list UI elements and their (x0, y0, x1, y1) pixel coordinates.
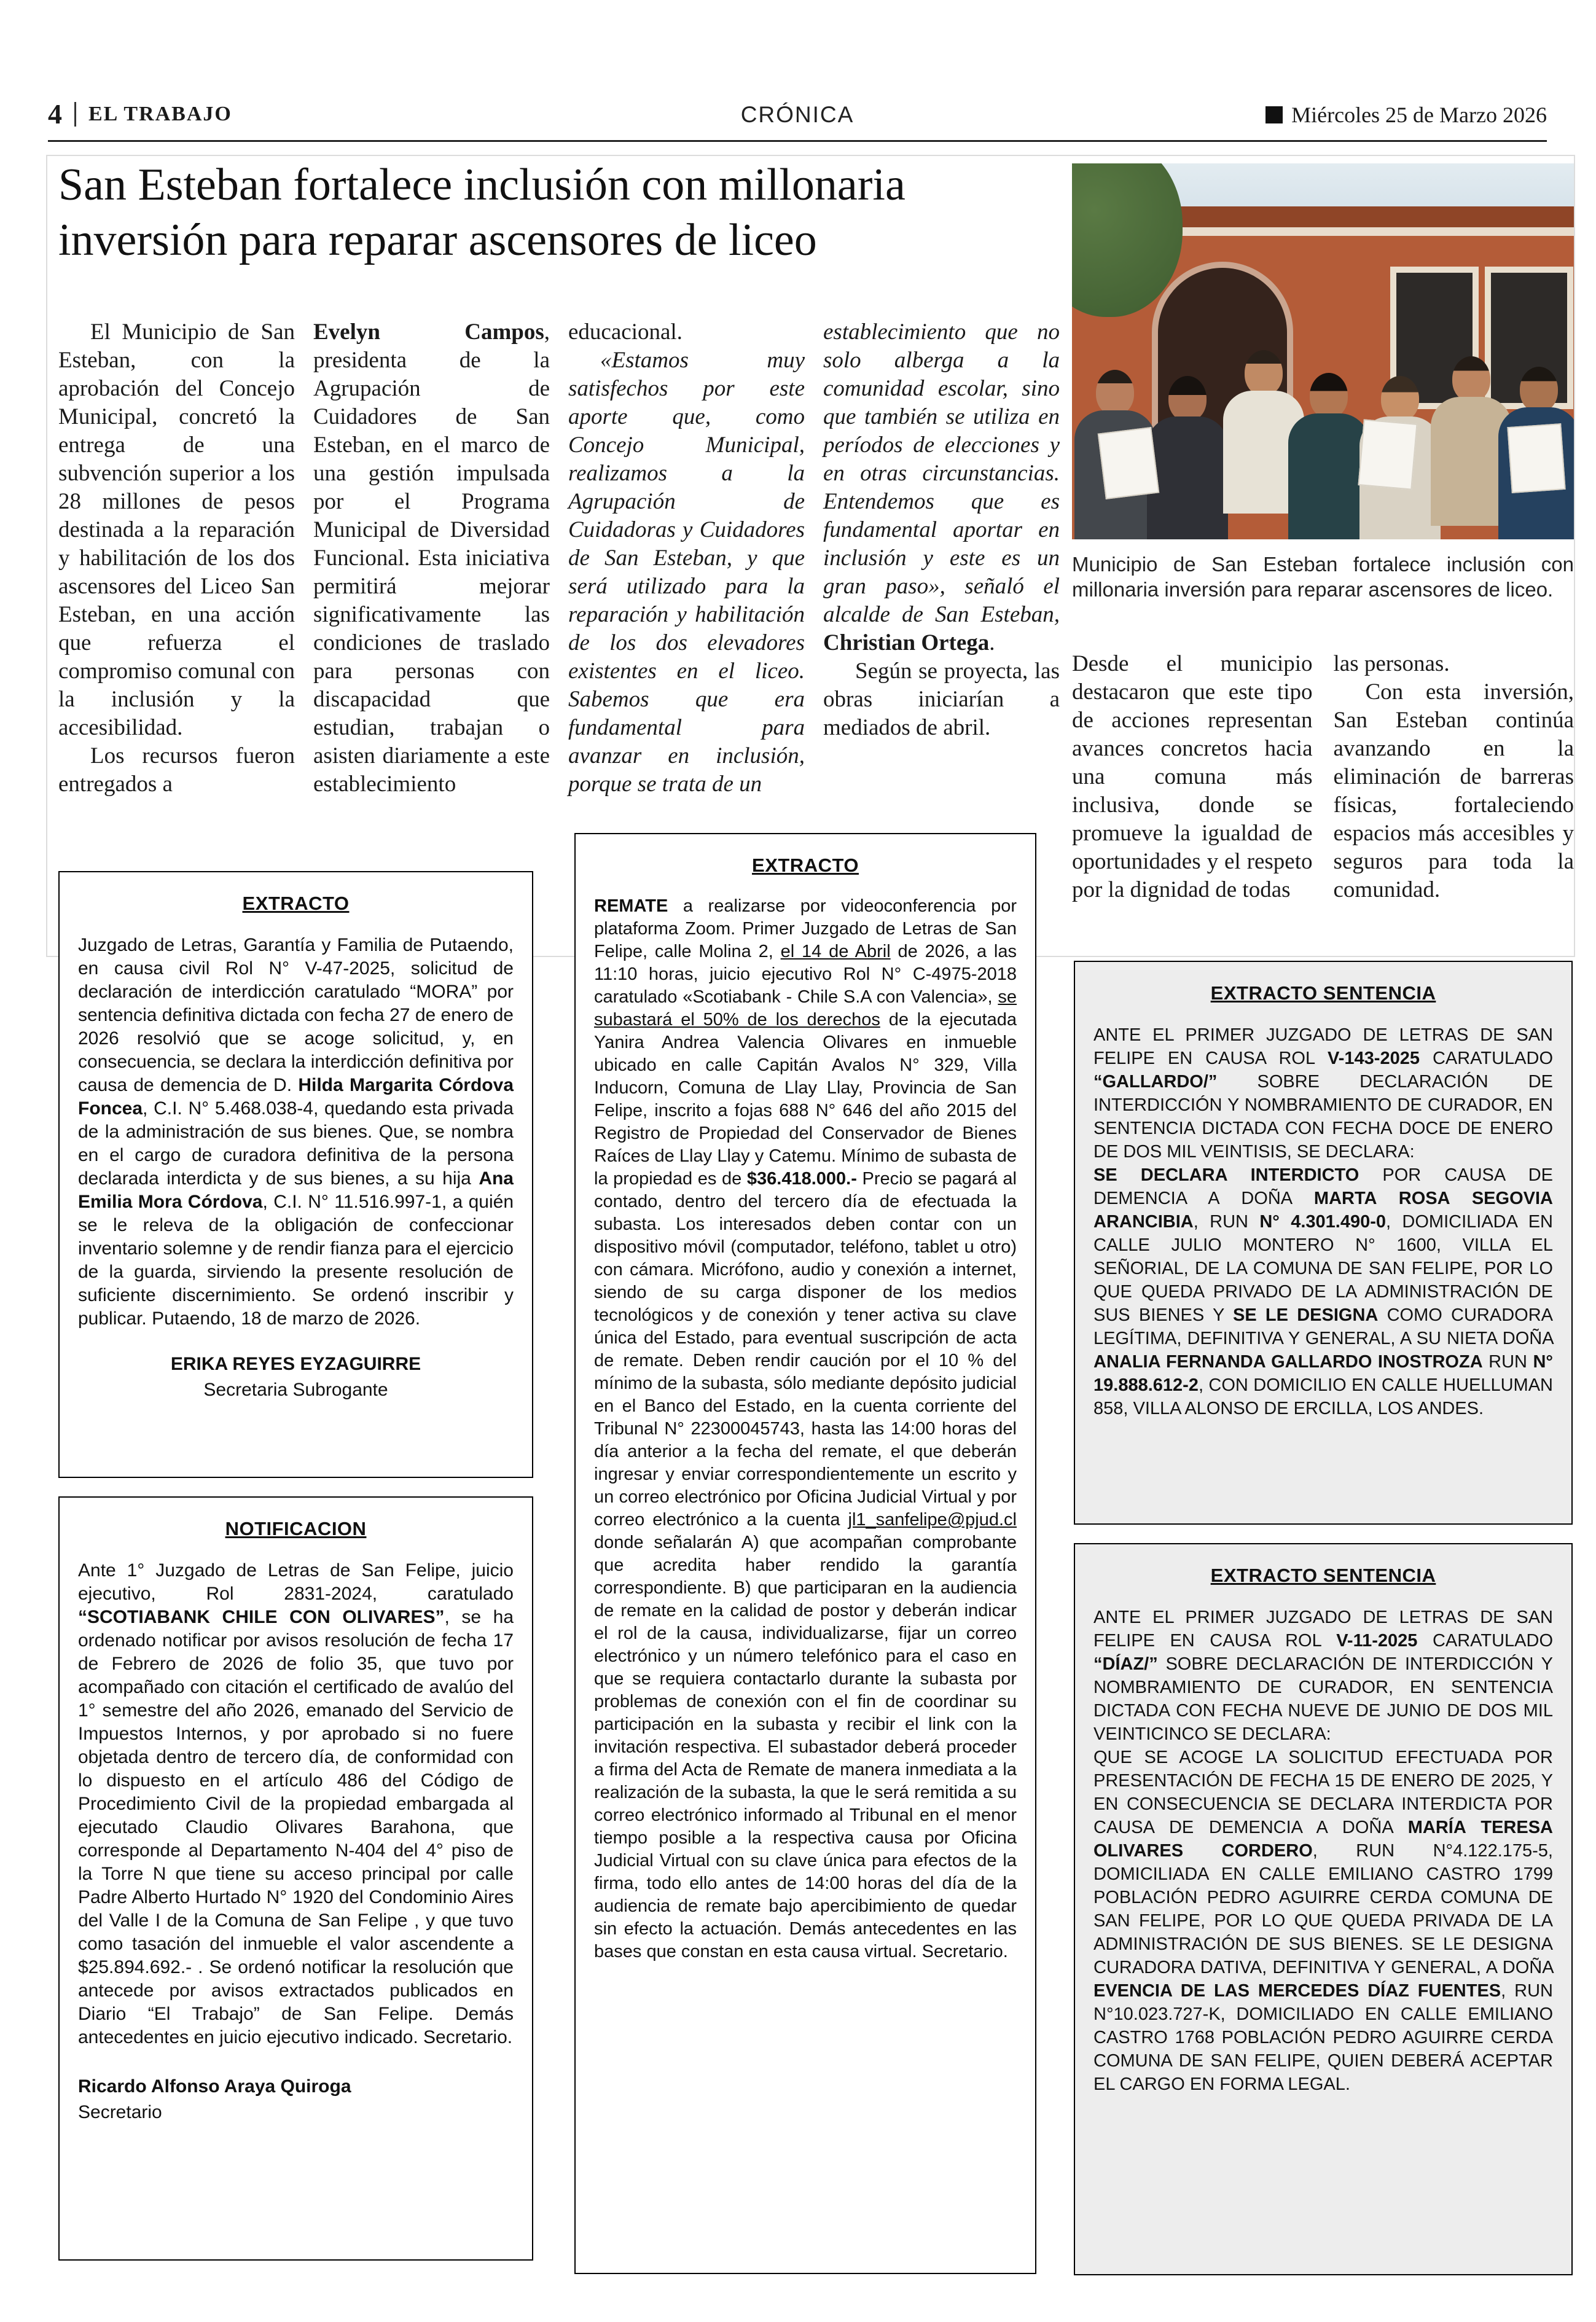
masthead-left (48, 98, 232, 130)
signature-name: ERIKA REYES EYZAGUIRRE (170, 1354, 421, 1374)
article-paragraph: «Estamos muy satisfechos por este aporte que, como Concejo Municipal, realizamos a la Agrupación de Cuidadoras y Cuidadores de San Esteban, y que será utilizado para la reparación y habilitación de los dos elevadores existentes en el liceo. Sabemos que era fundamental para avanzar en inclusión, porque se trata de un (568, 348, 805, 797)
legal-notice-extracto-putaendo (58, 871, 533, 1478)
article-subcolumn-2 (1334, 650, 1574, 904)
legal-notice-body: Juzgado de Letras, Garantía y Familia de Putaendo, en causa civil Rol N° V-47-2025, solicitud de declaración de interdicción caratulado “MORA” por sentencia definitiva dictada con fecha 27 de enero de 2026 resolvió que se acoge solicitud, y, en consecuencia, se declara la interdicción definitiva por causa de demencia de D. Hilda Margarita Córdova Foncea, C.I. N° 5.468.038-4, quedando esta privada de la administración de sus bienes. Que, se nombra en el cargo de curadora definitiva de la persona declarada interdicta y de sus bienes, a su hija Ana Emilia Mora Córdova, C.I. N° 11.516.997-1, a quién se le releva de la obligación de confeccionar inventario solemne y de rendir fianza para el ejercicio de la guarda, sirviendo la presente resolución de suficiente discernimiento. Se ordenó inscribir y publicar. Putaendo, 18 de marzo de 2026. (78, 935, 514, 1329)
photo-document (1358, 419, 1417, 490)
legal-notice-notificacion (58, 1496, 533, 2261)
legal-notice-body: REMATE a realizarse por videoconferencia por plataforma Zoom. Primer Juzgado de Letras de San Felipe, calle Molina 2, el 14 de Abril de 2026, a las 11:10 horas, juicio ejecutivo Rol N° C-4975-2018 caratulado «Scotiabank - Chile S.A con Valencia», se subastará el 50% de los derechos de la ejecutada Yanira Andrea Valencia Olivares en inmueble ubicado en calle Capitán Avalos N° 329, Villa Inducorn, Comuna de Llay Llay, Provincia de San Felipe, inscrito a fojas 688 N° 646 del año 2015 del Registro de Propiedad del Conservador de Bienes Raíces de Llay Llay y Catemu. Mínimo de subasta de la propiedad es de $36.418.000.- Precio se pagará al contado, dentro del tercero día de efectuada la subasta. Los interesados deben contar con un dispositivo móvil (computador, teléfono, tablet u otro) con cámara. Micrófono, audio y conexión a internet, siendo de su carga disponer de los medios tecnológicos y de conexión y tener activa su clave única del Estado, para eventual suscripción de acta de remate. Deben rendir caución por el 10 % del mínimo de la subasta, sólo mediante depósito judicial en el Banco del Estado, en la cuenta corriente del Tribunal N° 22300045743, hasta las 14:00 horas del día anterior a la fecha del remate, el que deberán ingresar y enviar correspondientemente un escrito y un correo electrónico por Oficina Judicial Virtual y por correo electrónico a la cuenta jl1_sanfelipe@pjud.cl donde señalarán A) que acompañan comprobante que acredita haber rendido la garantía correspondiente. B) que participaran en la audiencia de remate en la calidad de postor y deberán indicar el rol de la causa, individualizarse, fijar un correo electrónico y un número telefónico para el caso en que se requiera contactarlo durante la subasta por problemas de conexión con el fin de coordinar su participación en la subasta y recibir el link con la invitación respectiva. El subastador deberá proceder a firma del Acta de Remate de manera inmediata a la realización de la subasta, la que le será remitida a su correo electrónico informado al Tribunal en el menor tiempo posible a la respectiva causa por Oficina Judicial Virtual con su clave única para efectos de la firma, todo ello antes de 14:00 horas del día de la audiencia de remate bajo apercibimiento de quedar sin efecto la actuación. Demás antecedentes en las bases que constan en esta causa virtual. Secretario. (594, 896, 1017, 1961)
article-columns (58, 318, 1060, 799)
photo-person-head (1245, 350, 1283, 396)
article-column-3 (568, 318, 805, 799)
masthead-rule (48, 140, 1547, 142)
legal-notice-title: EXTRACTO (242, 893, 350, 914)
legal-notice-body: ANTE EL PRIMER JUZGADO DE LETRAS DE SAN FELIPE EN CAUSA ROL V-11-2025 CARATULADO “DÍAZ/” SOBRE DECLARACIÓN DE INTERDICCIÓN Y NOMBRAMIENTO DE CURADOR, EN SENTENCIA DICTADA CON FECHA NUEVE DE JUNIO DE DOS MIL VEINTICINCO SE DECLARA: (1093, 1608, 1553, 1744)
legal-notice-sentencia-gallardo (1074, 961, 1573, 1525)
legal-notice-sentencia-diaz (1074, 1543, 1573, 2275)
photo-person (1147, 376, 1228, 539)
legal-notice-body: SE DECLARA INTERDICTO POR CAUSA DE DEMENCIA A DOÑA MARTA ROSA SEGOVIA ARANCIBIA, RUN N° 4.301.490-0, DOMICILIADA EN CALLE JULIO MONTERO N° 1600, VILLA EL SEÑORIAL, DE LA COMUNA DE SAN FELIPE, POR LO QUE QUEDA PRIVADO DE LA ADMINISTRACIÓN DE SUS BIENES Y SE LE DESIGNA COMO CURADORA LEGÍTIMA, DEFINITIVA Y GENERAL, A SU NIETA DOÑA ANALIA FERNANDA GALLARDO INOSTROZA RUN N° 19.888.612-2, CON DOMICILIO EN CALLE HUELLUMAN 858, VILLA ALONSO DE ERCILLA, LOS ANDES. (1093, 1165, 1553, 1418)
section-title: CRÓNICA (740, 102, 855, 127)
article-paragraph: establecimiento que no solo alberga a la comunidad escolar, sino que también se utiliza en períodos de elecciones y en otras circunstancias. Entendemos que es fundamental aportar en inclusión y este es un gran paso», señaló el alcalde de San Esteban, Christian Ortega. (823, 319, 1060, 655)
photo-person-head (1096, 370, 1134, 415)
photo-person-torso (1288, 413, 1369, 539)
photo-person-head (1381, 376, 1419, 421)
date-square-icon (1265, 106, 1283, 123)
article-paragraph: El Municipio de San Esteban, con la aprobación del Concejo Municipal, concretó la entrega de una subvención superior a los 28 millones de pesos destinada a la reparación y habilitación de los dos ascensores del Liceo San Esteban, en una acción que refuerza el compromiso comunal con la inclusión y la accesibilidad. (58, 319, 295, 740)
photo-document (1507, 423, 1565, 493)
masthead-divider (74, 102, 76, 127)
article-paragraph: Evelyn Campos, presidenta de la Agrupación de Cuidadores de San Esteban, en el marco de una gestión impulsada por el Programa Municipal de Diversidad Funcional. Esta iniciativa permitirá mejorar significativamente las condiciones de traslado para personas con discapacidad que estudian, trabajan o asisten diariamente a este establecimiento (313, 319, 550, 797)
article-paragraph: Según se proyecta, las obras iniciarían a mediados de abril. (823, 659, 1060, 740)
article-subcolumns (1072, 650, 1574, 904)
legal-notice-title: EXTRACTO (752, 854, 859, 876)
article-column-2 (313, 318, 550, 799)
legal-notice-extracto-remate (574, 833, 1036, 2274)
paper-name: EL TRABAJO (88, 102, 232, 125)
legal-notice-body: Ante 1° Juzgado de Letras de San Felipe, juicio ejecutivo, Rol 2831-2024, caratulado “SCOTIABANK CHILE CON OLIVARES”, se ha ordenado notificar por avisos resolución de fecha 17 de Febrero de 2026 de folio 35, que tuvo por acompañado con citación el certificado de avalúo del 1° semestre del año 2026, emanado del Servicio de Impuestos Internos, y por aprobado si no fuere objetada dentro de tercero día, de conformidad con lo dispuesto en el artículo 486 del Código de Procedimiento Civil de la propiedad embargada al ejecutado Claudio Olivares Barahona, que corresponde al Departamento N-404 del 4° piso de la Torre N que tiene su acceso principal por calle Padre Alberto Hurtado N° 1920 del Condominio Aires del Valle I de la Comuna de San Felipe , y que tuvo como tasación del inmueble el valor ascendente a $25.894.692.- . Se ordenó notificar la resolución que antecede por avisos extractados publicados en Diario “El Trabajo” de San Felipe. Demás antecedentes en juicio ejecutivo indicado. Secretario. (78, 1560, 514, 2047)
article-headline (58, 157, 1072, 268)
headline-line-1: San Esteban fortalece inclusión con millonaria (58, 160, 906, 210)
photo-person-head (1452, 356, 1490, 402)
issue-date-text: Miércoles 25 de Marzo 2026 (1291, 103, 1547, 127)
legal-notice-body: QUE SE ACOGE LA SOLICITUD EFECTUADA POR PRESENTACIÓN DE FECHA 15 DE ENERO DE 2025, Y EN CONSECUENCIA SE DECLARA INTERDICTA POR CAUSA DE DEMENCIA A DOÑA MARÍA TERESA OLIVARES CORDERO, RUN N°4.122.175-5, DOMICILIADA EN CALLE EMILIANO CASTRO 1799 POBLACIÓN PEDRO AGUIRRE CERDA COMUNA DE SAN FELIPE, POR LO QUE QUEDA PRIVADA DE LA ADMINISTRACIÓN DE SUS BIENES. SE LE DESIGNA CURADORA DATIVA, DEFINITIVA Y GENERAL, A DOÑA EVENCIA DE LAS MERCEDES DÍAZ FUENTES, RUN N°10.023.727-K, DOMICILIADO EN CALLE EMILIANO CASTRO 1768 POBLACIÓN PEDRO AGUIRRE CERDA COMUNA DE SAN FELIPE, QUIEN DEBERÁ ACEPTAR EL CARGO EN FORMA LEGAL. (1093, 1748, 1553, 2094)
photo-person-head (1520, 367, 1558, 412)
article-paragraph: Los recursos fueron entregados a (58, 743, 295, 797)
legal-notice-title: NOTIFICACION (225, 1518, 367, 1539)
article-column-1 (58, 318, 295, 799)
photo-caption: Municipio de San Esteban fortalece inclusión con millonaria inversión para reparar ascensores de liceo. (1072, 553, 1574, 601)
article-column-4 (823, 318, 1060, 799)
article-subcolumn-1 (1072, 650, 1313, 904)
article-paragraph: Desde el municipio destacaron que este tipo de acciones representan avances concretos hacia una comuna más inclusiva, donde se promueve la igualdad de oportunidades y el respeto por la dignidad de todas (1072, 651, 1313, 902)
signature-role: Secretaria Subrogante (203, 1380, 388, 1400)
article-paragraph: educacional. (568, 319, 683, 345)
photo-person-torso (1147, 416, 1228, 539)
article-paragraph: las personas. (1333, 651, 1450, 676)
page-number: 4 (48, 98, 62, 130)
legal-notice-title: EXTRACTO SENTENCIA (1210, 1565, 1436, 1586)
photo-person-head (1310, 373, 1348, 418)
photo-document (1098, 427, 1160, 499)
signature-role: Secretario (78, 2102, 162, 2122)
headline-line-2: inversión para reparar ascensores de liceo (58, 215, 817, 266)
article-photo (1072, 163, 1574, 539)
legal-notice-title: EXTRACTO SENTENCIA (1210, 982, 1436, 1004)
legal-notice-body: ANTE EL PRIMER JUZGADO DE LETRAS DE SAN FELIPE EN CAUSA ROL V-143-2025 CARATULADO “GALLARDO/” SOBRE DECLARACIÓN DE INTERDICCIÓN Y NOMBRAMIENTO DE CURADOR, EN SENTENCIA DICTADA CON FECHA DOCE DE ENERO DE DOS MIL VEINTISIS, SE DECLARA: (1093, 1025, 1553, 1162)
photo-person (1288, 373, 1369, 539)
photo-person-head (1168, 376, 1207, 421)
article-paragraph: Con esta inversión, San Esteban continúa avanzando en la eliminación de barreras físicas, fortaleciendo espacios más accesibles y seguros para toda la comunidad. (1333, 679, 1574, 902)
masthead (48, 92, 1547, 130)
issue-date (1265, 102, 1547, 128)
signature-name: Ricardo Alfonso Araya Quiroga (78, 2076, 351, 2097)
